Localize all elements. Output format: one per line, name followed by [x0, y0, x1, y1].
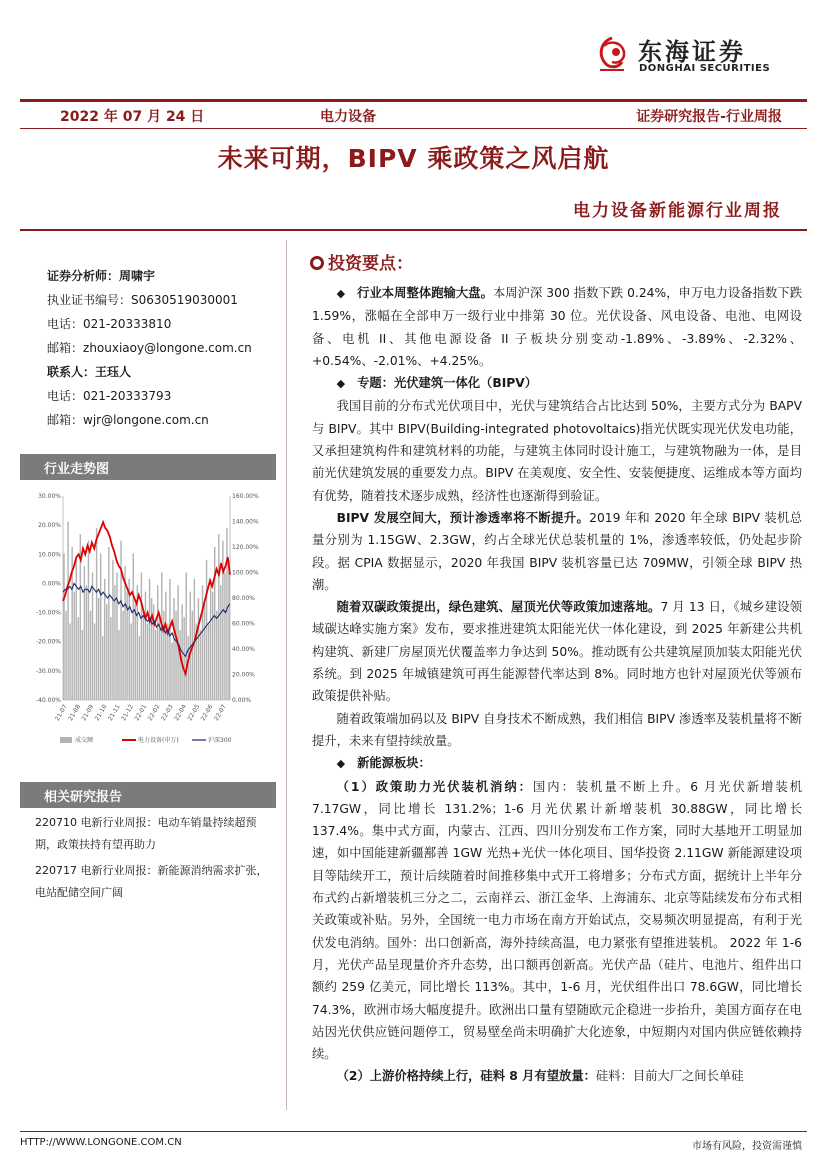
- volume-bar: [163, 611, 164, 700]
- volume-bar: [73, 592, 74, 700]
- header-divider: [20, 229, 807, 231]
- volume-bar: [106, 604, 107, 700]
- volume-bar: [220, 585, 221, 700]
- contact-name: 王珏人: [95, 365, 132, 379]
- report-title: 未来可期，BIPV 乘政策之风启航: [217, 144, 610, 173]
- related-section-header: 相关研究报告: [20, 782, 276, 808]
- right-axis-tick-label: 80.00%: [232, 595, 255, 602]
- volume-bar: [120, 541, 121, 700]
- right-axis-tick-label: 40.00%: [232, 646, 255, 653]
- volume-bar: [135, 604, 136, 700]
- volume-bar: [214, 547, 215, 700]
- volume-bar: [149, 579, 150, 700]
- analyst-email-row[interactable]: 邮箱：zhouxiaoy@longone.com.cn: [47, 341, 252, 355]
- x-axis-tick-label: 22-03: [159, 703, 175, 723]
- volume-bar: [133, 553, 134, 700]
- volume-bar: [145, 592, 146, 700]
- x-axis-tick-label: 21-07: [53, 703, 69, 723]
- legend-hs300-label: 沪深300: [208, 737, 232, 744]
- related-report-item[interactable]: 220710 电新行业周报：电动车销量持续超预期，政策扶持有望再助力: [35, 816, 257, 851]
- volume-bar: [94, 624, 95, 701]
- left-axis-tick-label: 0.00%: [41, 580, 61, 588]
- volume-bar: [175, 611, 176, 700]
- volume-bar: [88, 541, 89, 700]
- volume-bar: [188, 636, 189, 700]
- volume-bar: [169, 579, 170, 700]
- volume-bar: [143, 611, 144, 700]
- left-axis-tick-label: -20.00%: [35, 638, 61, 646]
- contact-row: 联系人：王珏人: [47, 365, 132, 379]
- column-divider: [286, 240, 287, 1110]
- volume-bar: [173, 598, 174, 700]
- legend-volume-label: 成交额: [75, 737, 94, 744]
- report-sector: 电力设备: [320, 109, 376, 125]
- paragraph-new-energy-heading: ◆ 新能源板块：: [312, 752, 802, 775]
- paragraph-policy: 随着双碳政策提出，绿色建筑、屋顶光伏等政策加速落地。7 月 13 日，《城乡建设领域碳达峰实施方案》发布，要求推进建筑太阳能光伏一体化建设，到 2025 年新建公共机构建筑、新建厂房屋顶光伏覆盖率力争达到 50%。推动既有公共建筑屋顶加装太阳能光伏系统。到 2025 年城镇建筑可再生能源替代率达到 8%。同时地方也针对屋顶光伏等颁布政策提供补贴。: [312, 600, 802, 704]
- volume-bar: [226, 528, 227, 700]
- volume-bar: [82, 630, 83, 700]
- donghai-logo-icon: [592, 34, 632, 76]
- analyst-phone-row: 电话：021-20333810: [47, 317, 172, 331]
- x-axis-tick-label: 21-12: [120, 703, 135, 723]
- volume-bar: [161, 573, 162, 701]
- volume-bar: [198, 598, 199, 700]
- volume-bar: [100, 553, 101, 700]
- volume-bar: [185, 573, 186, 701]
- paragraph-pv-installation: （1）政策助力光伏装机消纳：国内：装机量不断上升。6 月光伏新增装机 7.17GW，同比增长 131.2%；1-6 月光伏累计新增装机 30.88GW，同比增长 137.4%。集中式方面，内蒙古、江西、四川分别发布工作方案，同时大基地开工明显加速，如中国能建新疆鄯善 1GW 光热+光伏一体化项目、国华投资 2.11GW 新能源建设项目等陆续开工，预计后续随着时间推移集中式开工将增多；分布式方面，据统计上半年分布式约占新增装机三分之二，云南祥云、浙江金华、上海浦东、北京等陆续发布分布式相关政策或补贴。另外，全国统一电力市场在南方开始试点，交易频次明显提高，有利于光伏发电消纳。国外：出口创新高，海外持续高温，电力紧张有望推进装机。 2022 年 1-6 月，光伏产品呈现量价齐升态势，出口额再创新高。光伏产品（硅片、电池片、组件出口额约 259 亿美元，同比增长 113%。其中，1-6 月，光伏组件出口 78.6GW，同比增长 74.3%，欧洲市场大幅度提升。欧洲出口量有望随欧元企稳进一步抬升，美国方面存在电站因光伏供应链问题停工，贸易壁垒尚未明确扩大化迹象，中短期内对国内供应链依赖持续。: [312, 779, 803, 1062]
- volume-bar: [104, 579, 105, 700]
- left-axis-tick-label: -10.00%: [35, 609, 61, 617]
- volume-bar: [98, 598, 99, 700]
- legend-sector-label: 电力设备(申万): [138, 737, 179, 744]
- investment-highlights-title: 投资要点：: [310, 249, 413, 274]
- related-reports-list: [35, 812, 275, 908]
- left-axis-tick-label: 30.00%: [38, 493, 61, 500]
- right-axis-tick-label: 120.00%: [232, 544, 259, 551]
- volume-bar: [206, 560, 207, 700]
- report-body: [312, 282, 802, 1088]
- x-axis-tick-label: 21-11: [106, 703, 122, 723]
- trend-section-header: 行业走势图: [20, 454, 276, 480]
- volume-bar: [228, 560, 229, 700]
- volume-bar: [65, 611, 66, 700]
- paragraph-upstream-price: （2）上游价格持续上行，硅料 8 月有望放量：硅料：目前大厂之间长单硅: [336, 1069, 744, 1084]
- volume-bar: [86, 585, 87, 700]
- x-axis-tick-label: 22-05: [186, 703, 202, 723]
- x-axis-tick-label: 22-01: [133, 703, 149, 723]
- volume-bar: [200, 630, 201, 700]
- report-date: 2022 年 07 月 24 日: [60, 109, 205, 125]
- volume-bar: [192, 611, 193, 700]
- right-axis-tick-label: 140.00%: [232, 518, 259, 526]
- ring-bullet-icon: [310, 256, 324, 270]
- analyst-name: 周啸宇: [119, 269, 156, 283]
- analyst-cert-row: 执业证书编号：S0630519030001: [47, 293, 238, 307]
- legend-volume-swatch: [60, 737, 72, 743]
- footer-divider: [20, 1131, 807, 1132]
- volume-bar: [116, 573, 117, 701]
- industry-trend-chart: [30, 488, 276, 756]
- volume-bar: [108, 547, 109, 700]
- analyst-row: 证券分析师：周啸宇: [47, 269, 156, 283]
- right-axis-tick-label: 0.00%: [232, 697, 252, 704]
- paragraph-bipv-space: BIPV 发展空间大，预计渗透率将不断提升。2019 年和 2020 年全球 BIPV 装机总量分别为 1.15GW、2.3GW，约占全球光伏总装机量的 1%，渗透率较低，仍处起步阶段。据 CPIA 数据显示，2020 年我国 BIPV 装机容量已达 709MW，引领全球 BIPV 热潮。: [312, 510, 802, 592]
- right-axis-tick-label: 20.00%: [232, 671, 255, 679]
- right-axis-tick-label: 60.00%: [232, 620, 255, 628]
- volume-bar: [157, 585, 158, 700]
- volume-bar: [102, 636, 103, 700]
- volume-bar: [179, 630, 180, 700]
- volume-bar: [210, 579, 211, 700]
- volume-bar: [128, 579, 129, 700]
- volume-bar: [112, 560, 113, 700]
- volume-bar: [204, 604, 205, 700]
- volume-bar: [67, 522, 68, 701]
- paragraph-weekly-performance: ◆ 行业本周整体跑输大盘。本周沪深 300 指数下跌 0.24%，申万电力设备指数下跌 1.59%，涨幅在全部申万一级行业中排第 30 位。光伏设备、风电设备、电池、电网设备、电机 II、其他电源设备 II 子板块分别变动-1.89%、-3.89%、-2.32%、+0.54%、-2.01%、+4.25%。: [312, 282, 802, 372]
- footer-risk-notice: 市场有风险，投资需谨慎: [692, 1141, 802, 1152]
- footer-website-link[interactable]: HTTP://WWW.LONGONE.COM.CN: [20, 1137, 182, 1148]
- left-axis-tick-label: -30.00%: [35, 667, 61, 675]
- logo-name-en: DONGHAI SECURITIES: [639, 63, 771, 74]
- report-subtitle: 电力设备新能源行业周报: [573, 201, 782, 221]
- volume-bar: [165, 592, 166, 700]
- volume-bar: [118, 630, 119, 700]
- x-axis-tick-label: 22-04: [173, 703, 188, 723]
- volume-bar: [202, 585, 203, 700]
- volume-bar: [141, 573, 142, 701]
- left-axis-tick-label: -40.00%: [35, 697, 61, 704]
- volume-bar: [63, 553, 64, 700]
- volume-bar: [90, 611, 91, 700]
- paragraph-bipv-topic-heading: ◆ 专题：光伏建筑一体化（BIPV）: [312, 372, 802, 395]
- volume-bar: [131, 624, 132, 701]
- volume-bar: [76, 560, 77, 700]
- volume-bar: [84, 566, 85, 700]
- x-axis-tick-label: 22-02: [146, 703, 162, 723]
- volume-bar: [155, 630, 156, 700]
- paragraph-bipv-intro: 我国目前的分布式光伏项目中，光伏与建筑结合占比达到 50%，主要方式分为 BAPV 与 BIPV。其中 BIPV(Building-integrated photovoltaics)指光伏既实现光伏发电功能，又承担建筑构件和建筑材料的功能，与建筑主体同时设计施工，与建筑物融为一体，是目前光伏建筑发展的重要发力点。BIPV 在美观度、安全性、安装便捷度、运维成本等方面均有优势，随着技术逐步成熟，经济性也逐渐得到验证。: [312, 399, 802, 503]
- report-type: 证券研究报告-行业周报: [636, 109, 782, 125]
- report-info-bar: [20, 99, 807, 129]
- right-axis-tick-label: 160.00%: [232, 493, 259, 500]
- contact-phone-row: 电话：021-20333793: [47, 389, 172, 403]
- company-logo: [592, 30, 802, 82]
- trend-chart-svg: [30, 488, 276, 756]
- volume-bar: [212, 592, 213, 700]
- volume-bar: [139, 636, 140, 700]
- volume-bar: [110, 617, 111, 700]
- x-axis-tick-label: 21-10: [93, 703, 109, 723]
- left-axis-tick-label: 10.00%: [38, 551, 61, 559]
- x-axis-tick-label: 21-09: [80, 703, 96, 723]
- left-axis-tick-label: 20.00%: [38, 522, 61, 530]
- contact-email-row[interactable]: 邮箱：wjr@longone.com.cn: [47, 413, 209, 427]
- volume-bar: [96, 528, 97, 700]
- volume-bar: [92, 573, 93, 701]
- volume-bar: [183, 617, 184, 700]
- volume-bar: [147, 624, 148, 701]
- related-report-item[interactable]: 220717 电新行业周报：新能源消纳需求扩张，电站配储空间广阔: [35, 864, 268, 899]
- volume-bar: [69, 624, 70, 701]
- logo-name-cn: 东海证券: [638, 38, 746, 66]
- volume-bar: [224, 573, 225, 701]
- volume-bar: [122, 611, 123, 700]
- volume-bar: [78, 617, 79, 700]
- volume-bar: [171, 643, 172, 700]
- volume-bar: [216, 611, 217, 700]
- paragraph-outlook: 随着政策端加码以及 BIPV 自身技术不断成熟，我们相信 BIPV 渗透率及装机量将不断提升，未来有望持续放量。: [312, 711, 802, 748]
- analyst-info: [47, 264, 277, 432]
- x-axis-tick-label: 22-07: [212, 703, 228, 723]
- volume-bar: [208, 624, 209, 701]
- volume-bar: [114, 585, 115, 700]
- x-axis-tick-label: 21-08: [67, 703, 82, 723]
- x-axis-tick-label: 22-06: [199, 703, 215, 723]
- right-axis-tick-label: 100.00%: [232, 569, 259, 577]
